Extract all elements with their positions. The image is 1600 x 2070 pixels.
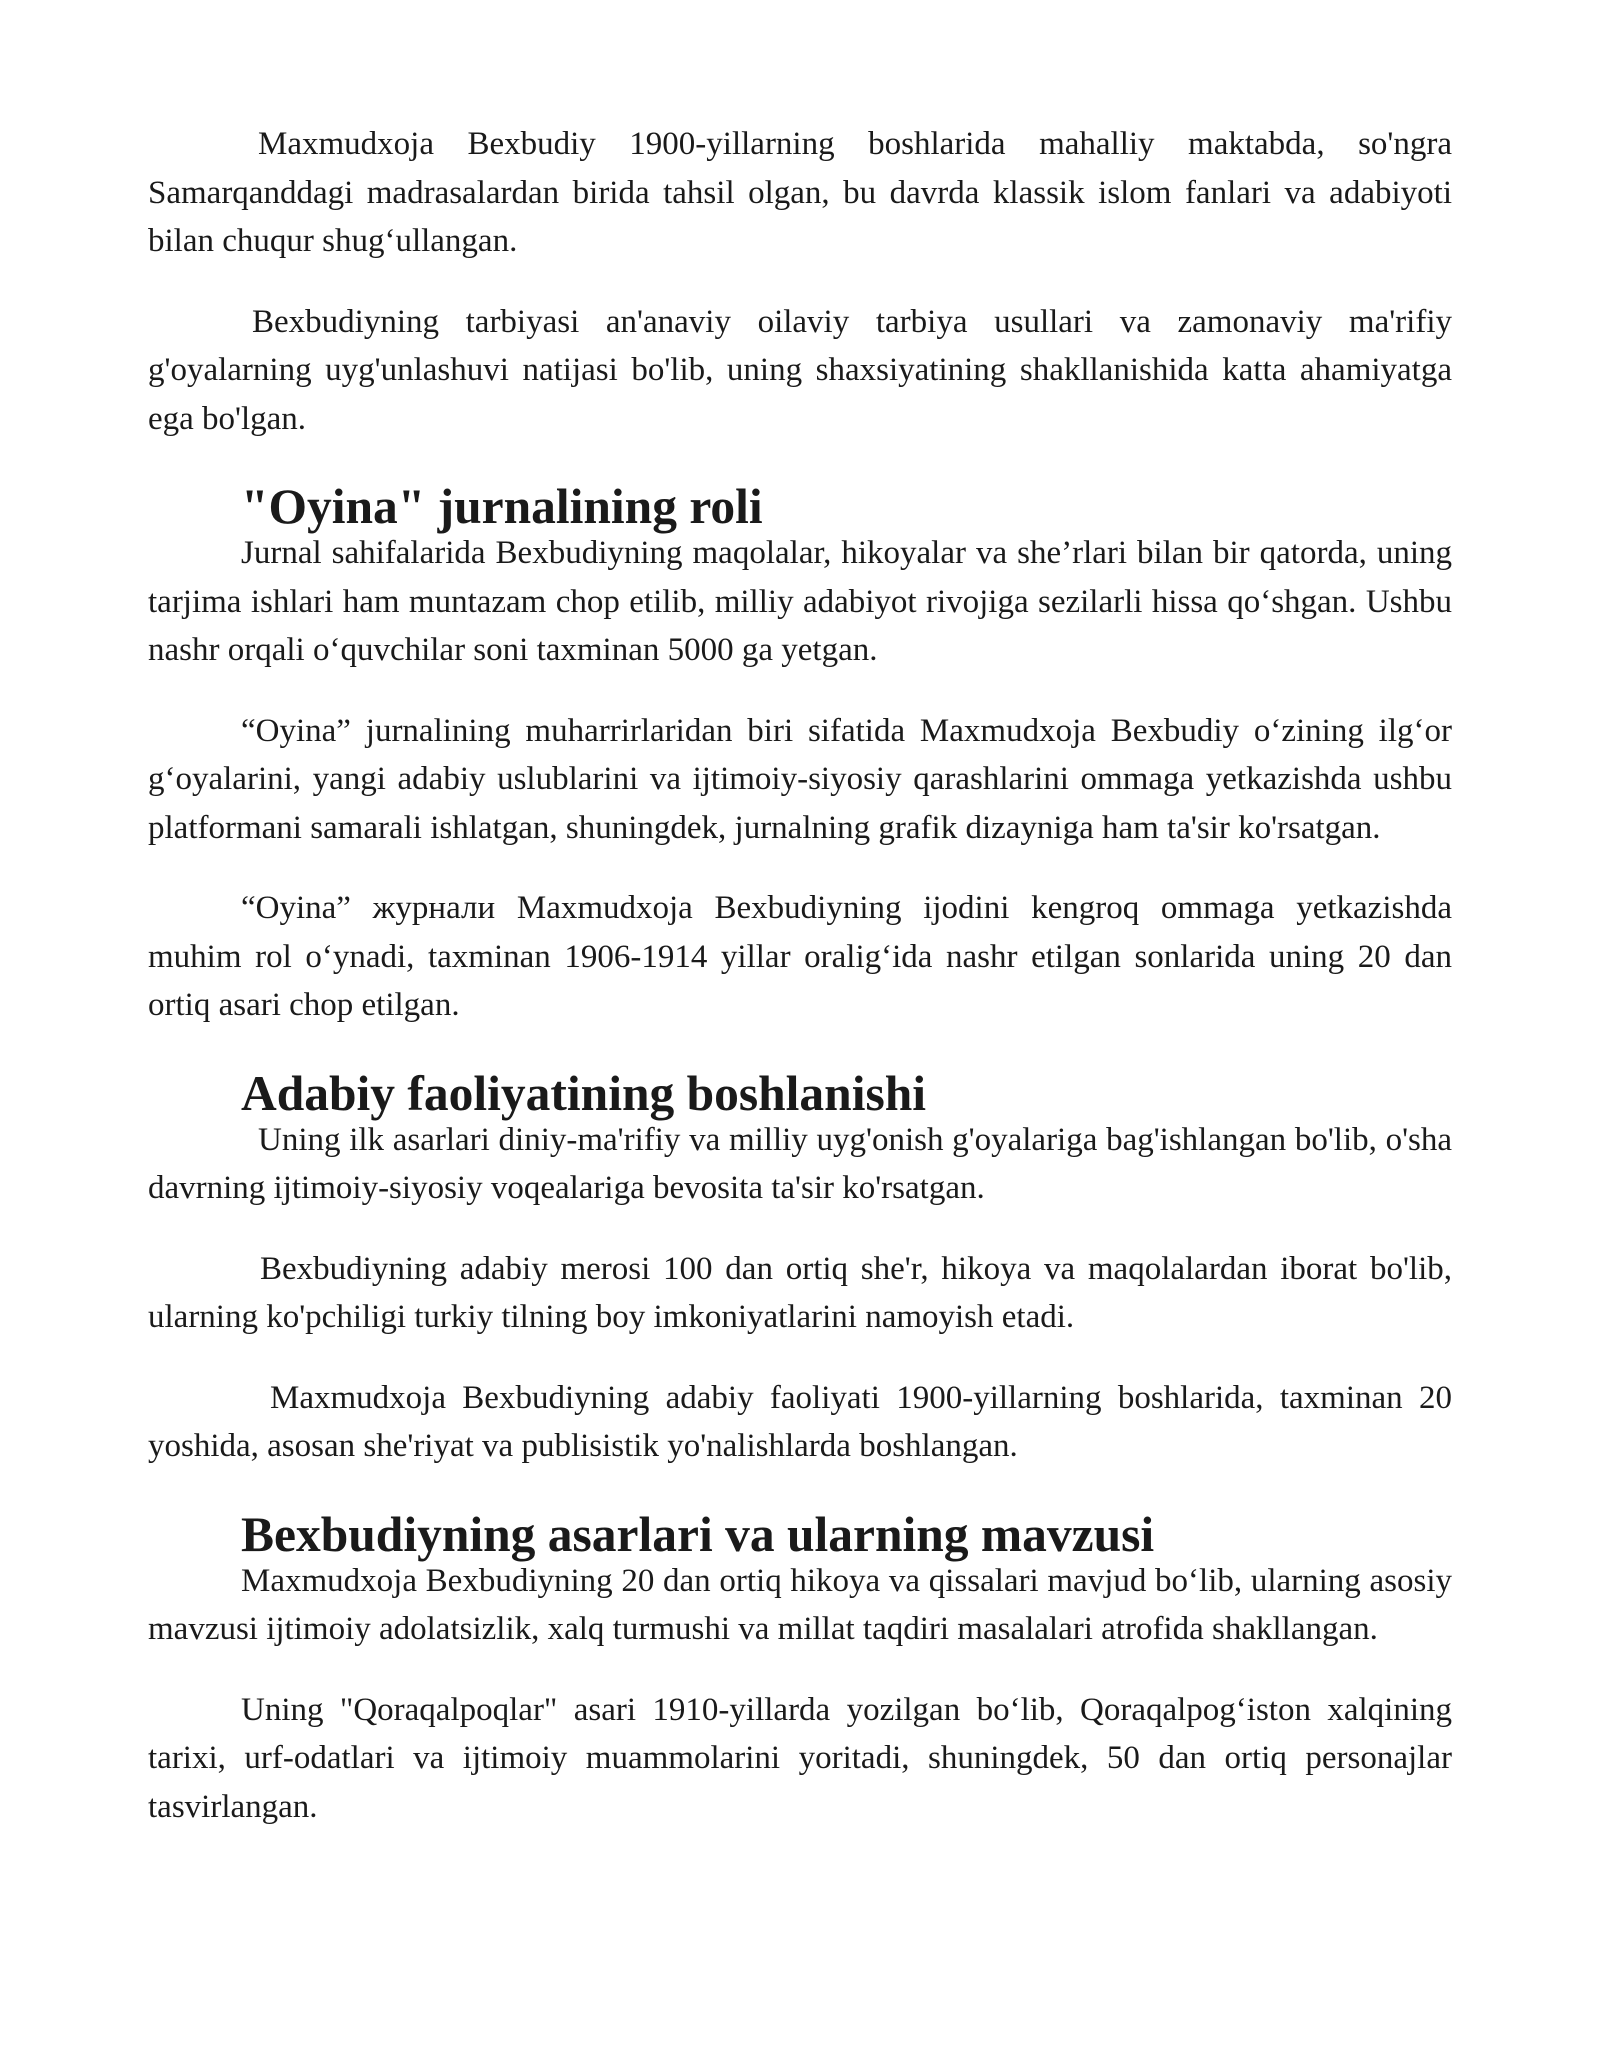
paragraph-literary-heritage: Bexbudiyning adabiy merosi 100 dan ortiq she'r, hikoya va maqolalardan iborat bo'lib, ularning ko'pchiligi turkiy tilning boy imkoniyatlarini namoyish etadi. bbox=[148, 1250, 1452, 1335]
section-heading-oyina: "Oyina" jurnalining roli bbox=[241, 479, 763, 534]
paragraph-journal-pages: Jurnal sahifalarida Bexbudiyning maqolalar, hikoyalar va she’rlari bilan bir qatorda, uning tarjima ishlari ham muntazam chop etilib, milliy adabiyot rivojiga sezilarli hissa qo‘shgan. Ushbu nashr orqali o‘quvchilar soni taxminan 5000 ga yetgan. bbox=[148, 535, 1452, 668]
document-page bbox=[148, 120, 1452, 1831]
paragraph-literary-activity: Maxmudxoja Bexbudiyning adabiy faoliyati 1900-yillarning boshlarida, taxminan 20 yoshida, asosan she'riyat va publisistik yo'nalishlarda boshlangan. bbox=[148, 1379, 1452, 1464]
paragraph-journal-impact: “Oyina” журнали Maxmudxoja Bexbudiyning ijodini kengroq ommaga yetkazishda muhim rol o‘ynadi, taxminan 1906-1914 yillar oralig‘ida nashr etilgan sonlarida uning 20 dan ortiq asari chop etilgan. bbox=[148, 890, 1452, 1023]
section-heading-works-themes: Bexbudiyning asarlari va ularning mavzusi bbox=[241, 1506, 1155, 1562]
paragraph-upbringing: Bexbudiyning tarbiyasi an'anaviy oilaviy tarbiya usullari va zamonaviy ma'rifiy g'oyalarning uyg'unlashuvi natijasi bo'lib, uning shaxsiyatining shakllanishida katta ahamiyatga ega bo'lgan. bbox=[148, 303, 1452, 437]
paragraph-editor-role: “Oyina” jurnalining muharrirlaridan biri sifatida Maxmudxoja Bexbudiy o‘zining ilg‘or g‘oyalarini, yangi adabiy uslublarini va ijtimoiy-siyosiy qarashlarini ommaga yetkazishda ushbu platformani samarali ishlatgan, shuningdek, jurnalning grafik dizayniga ham ta'sir ko'rsatgan. bbox=[148, 712, 1452, 846]
paragraph-early-works: Uning ilk asarlari diniy-ma'rifiy va milliy uyg'onish g'oyalariga bag'ishlangan bo'lib, o'sha davrning ijtimoiy-siyosiy voqealariga bevosita ta'sir ko'rsatgan. bbox=[148, 1121, 1452, 1206]
section-heading-literary-start: Adabiy faoliyatining boshlanishi bbox=[241, 1065, 926, 1121]
paragraph-education: Maxmudxoja Bexbudiy 1900-yillarning boshlarida mahalliy maktabda, so'ngra Samarqanddagi madrasalardan birida tahsil olgan, bu davrda klassik islom fanlari va adabiyoti bilan chuqur shug‘ullangan. bbox=[148, 126, 1452, 259]
paragraph-stories: Maxmudxoja Bexbudiyning 20 dan ortiq hikoya va qissalari mavjud bo‘lib, ularning asosiy mavzusi ijtimoiy adolatsizlik, xalq turmushi va millat taqdiri masalalari atrofida shakllangan. bbox=[148, 1562, 1452, 1647]
paragraph-qoraqalpoqlar: Uning "Qoraqalpoqlar" asari 1910-yillarda yozilgan bo‘lib, Qoraqalpog‘iston xalqining tarixi, urf-odatlari va ijtimoiy muammolarini yoritadi, shuningdek, 50 dan ortiq personajlar tasvirlangan. bbox=[148, 1691, 1452, 1825]
